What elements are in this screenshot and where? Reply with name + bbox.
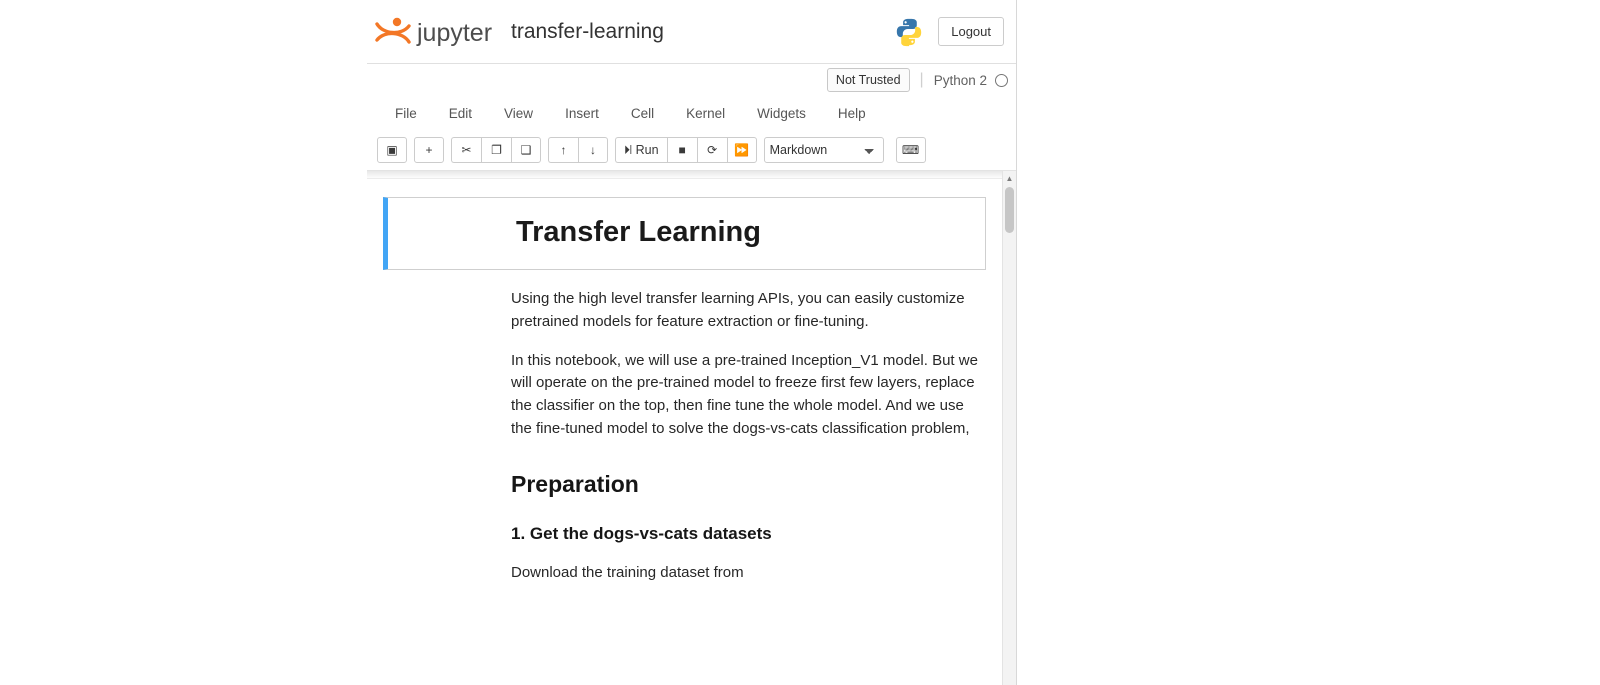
move-cell-up-icon[interactable]: ↑ [548, 137, 578, 163]
jupyter-logo[interactable] [373, 12, 495, 52]
page-title: Transfer Learning [516, 216, 761, 248]
toolbar-group-move [548, 137, 608, 163]
move-cell-down-icon[interactable]: ↓ [578, 137, 608, 163]
toolbar-group-run [615, 137, 757, 163]
menu-bar [367, 96, 1016, 130]
scroll-up-arrow-icon[interactable]: ▲ [1005, 173, 1014, 183]
header-actions [894, 17, 1004, 47]
markdown-cell-content [388, 216, 985, 249]
python-logo-icon [894, 17, 924, 47]
markdown-cell-title[interactable] [383, 197, 986, 270]
toolbar-group-save [377, 137, 407, 163]
notebook-scroll-area [367, 171, 1016, 685]
paste-icon[interactable]: ❑ [511, 137, 541, 163]
menu-insert[interactable]: Insert [565, 105, 599, 121]
logout-button[interactable]: Logout [938, 17, 1004, 47]
run-cell-button[interactable] [615, 137, 667, 163]
keyboard-shortcuts-icon[interactable]: ⌨ [896, 137, 926, 163]
menu-widgets[interactable]: Widgets [757, 105, 806, 121]
notebook-toolbar [367, 130, 1016, 171]
download-paragraph: Download the training dataset from [511, 563, 744, 581]
notebook-cells-container [367, 179, 1002, 685]
insert-cell-below-icon[interactable]: + [414, 137, 444, 163]
interrupt-kernel-icon[interactable]: ■ [667, 137, 697, 163]
restart-kernel-icon[interactable]: ⟳ [697, 137, 727, 163]
kernel-busy-indicator-icon [995, 74, 1008, 87]
notebook-status-bar [367, 64, 1016, 96]
menu-help[interactable]: Help [837, 105, 866, 121]
menu-view[interactable]: View [504, 105, 534, 121]
toolbar-group-clipboard [451, 137, 541, 163]
svg-text:jupyter: jupyter [417, 18, 493, 47]
notebook-name[interactable]: transfer-learning [511, 19, 664, 43]
notebook-header [367, 0, 1016, 64]
run-icon: ⏵❘ [624, 142, 632, 157]
jupyter-notebook-app [367, 0, 1017, 685]
section-heading-preparation: Preparation [511, 470, 639, 497]
toolbar-group-shortcuts [896, 137, 926, 163]
cut-icon[interactable]: ✂ [451, 137, 481, 163]
run-label: Run [635, 143, 659, 157]
scrollbar-thumb[interactable] [1005, 187, 1014, 233]
toolbar-group-insert [414, 137, 444, 163]
copy-icon[interactable]: ❐ [481, 137, 511, 163]
kernel-name-label[interactable]: Python 2 [933, 72, 987, 88]
menu-edit[interactable]: Edit [448, 105, 473, 121]
vertical-scrollbar[interactable] [1002, 171, 1016, 685]
cell-type-select[interactable] [764, 137, 884, 163]
scroll-shadow [367, 171, 1016, 179]
markdown-cell-intro[interactable] [367, 288, 1002, 585]
menu-kernel[interactable]: Kernel [686, 105, 726, 121]
menu-file[interactable]: File [395, 105, 417, 121]
trust-status-badge[interactable]: Not Trusted [827, 68, 910, 92]
menu-cell[interactable]: Cell [630, 105, 655, 121]
intro-paragraph-1: Using the high level transfer learning APIs, you can easily customize pretrained models for feature extraction or fine-tuning. [511, 290, 965, 330]
restart-run-all-icon[interactable]: ⏩ [727, 137, 757, 163]
subsection-heading-datasets: 1. Get the dogs-vs-cats datasets [511, 523, 772, 543]
save-icon[interactable]: ▣ [377, 137, 407, 163]
intro-paragraph-2: In this notebook, we will use a pre-trained Inception_V1 model. But we will operate on the pre-trained model to freeze first few layers, replace the classifier on the top, then fine tune the whole model. And we use the fine-tuned model to solve the dogs-vs-cats classification problem, [511, 351, 978, 437]
status-divider: | [919, 71, 924, 88]
